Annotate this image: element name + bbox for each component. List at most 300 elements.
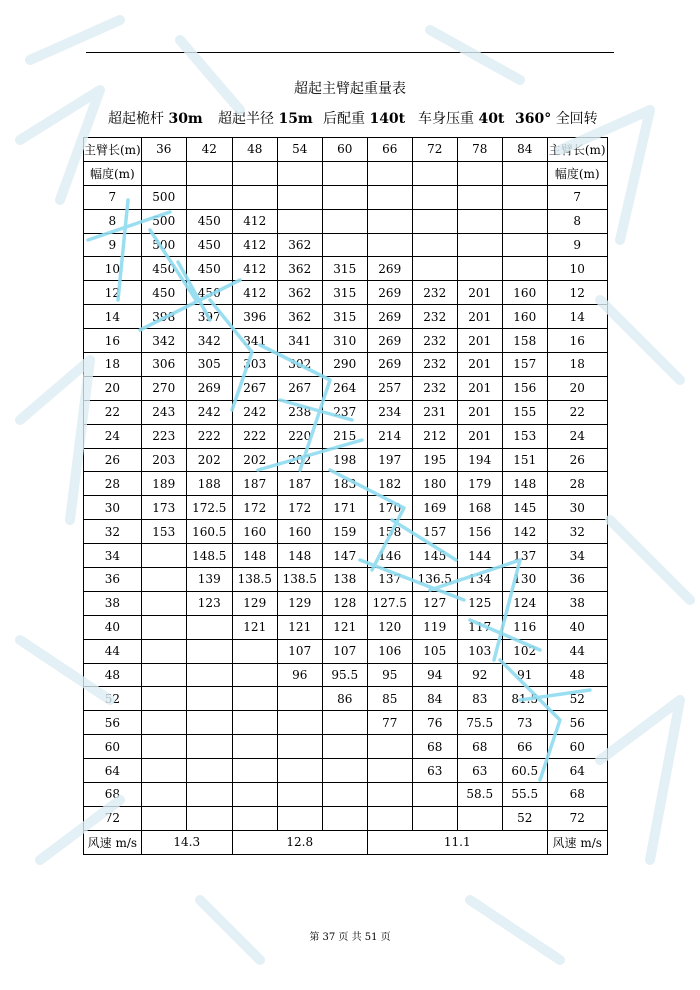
capacity-cell: 242 <box>186 400 232 424</box>
capacity-cell <box>457 806 502 830</box>
capacity-cell: 222 <box>232 424 277 448</box>
wind-speed-row <box>84 830 608 854</box>
table-row <box>84 591 608 615</box>
capacity-cell: 201 <box>457 329 502 353</box>
capacity-cell: 500 <box>141 233 186 257</box>
capacity-cell <box>232 687 277 711</box>
radius-label-row <box>84 161 608 185</box>
capacity-cell: 270 <box>141 376 186 400</box>
capacity-cell: 63 <box>412 759 457 783</box>
capacity-cell: 171 <box>322 496 367 520</box>
capacity-cell <box>457 257 502 281</box>
capacity-cell <box>141 639 186 663</box>
radius-cell: 72 <box>84 806 142 830</box>
table-row <box>84 496 608 520</box>
capacity-cell <box>232 185 277 209</box>
capacity-cell: 315 <box>322 281 367 305</box>
capacity-cell: 129 <box>277 591 322 615</box>
boom-length-header: 72 <box>412 138 457 162</box>
radius-cell: 52 <box>547 687 607 711</box>
radius-cell: 8 <box>84 209 142 233</box>
capacity-cell: 202 <box>232 448 277 472</box>
capacity-cell: 128 <box>322 591 367 615</box>
capacity-cell: 127 <box>412 591 457 615</box>
radius-cell: 72 <box>547 806 607 830</box>
empty-cell <box>186 161 232 185</box>
radius-cell: 64 <box>84 759 142 783</box>
capacity-cell: 243 <box>141 400 186 424</box>
capacity-cell: 121 <box>277 615 322 639</box>
capacity-cell: 91 <box>502 663 547 687</box>
table-row <box>84 209 608 233</box>
radius-cell: 12 <box>547 281 607 305</box>
page-footer: 第 37 页 共 51 页 <box>309 932 391 943</box>
table-row <box>84 400 608 424</box>
wind-speed-value: 14.3 <box>141 830 232 854</box>
capacity-cell: 121 <box>232 615 277 639</box>
capacity-cell: 160.5 <box>186 520 232 544</box>
capacity-cell: 168 <box>457 496 502 520</box>
capacity-cell: 148 <box>232 544 277 568</box>
radius-cell: 32 <box>84 520 142 544</box>
table-row <box>84 639 608 663</box>
radius-cell: 30 <box>547 496 607 520</box>
capacity-cell: 215 <box>322 424 367 448</box>
capacity-cell: 232 <box>412 353 457 377</box>
capacity-cell: 269 <box>367 281 412 305</box>
table-row <box>84 257 608 281</box>
table-row <box>84 759 608 783</box>
table-row <box>84 711 608 735</box>
capacity-cell: 412 <box>232 257 277 281</box>
boom-length-header: 36 <box>141 138 186 162</box>
table-row <box>84 663 608 687</box>
capacity-cell: 267 <box>277 376 322 400</box>
capacity-cell: 201 <box>457 424 502 448</box>
capacity-cell: 180 <box>412 472 457 496</box>
capacity-cell: 95 <box>367 663 412 687</box>
capacity-cell: 151 <box>502 448 547 472</box>
capacity-cell: 398 <box>141 305 186 329</box>
table-row <box>84 783 608 807</box>
table-row <box>84 353 608 377</box>
capacity-cell: 106 <box>367 639 412 663</box>
capacity-cell: 77 <box>367 711 412 735</box>
table-row <box>84 305 608 329</box>
capacity-cell: 158 <box>367 520 412 544</box>
capacity-cell <box>457 185 502 209</box>
capacity-cell: 138.5 <box>232 568 277 592</box>
radius-cell: 34 <box>84 544 142 568</box>
capacity-cell <box>502 185 547 209</box>
wind-speed-label: 风速 m/s <box>84 830 142 854</box>
capacity-cell <box>186 185 232 209</box>
capacity-cell: 212 <box>412 424 457 448</box>
capacity-cell <box>232 711 277 735</box>
capacity-cell: 144 <box>457 544 502 568</box>
capacity-cell: 107 <box>322 639 367 663</box>
capacity-cell: 125 <box>457 591 502 615</box>
capacity-cell: 214 <box>367 424 412 448</box>
capacity-cell <box>141 568 186 592</box>
radius-cell: 18 <box>547 353 607 377</box>
capacity-cell: 134 <box>457 568 502 592</box>
capacity-cell: 397 <box>186 305 232 329</box>
capacity-cell: 306 <box>141 353 186 377</box>
capacity-cell <box>232 663 277 687</box>
capacity-cell: 96 <box>277 663 322 687</box>
capacity-cell: 201 <box>457 376 502 400</box>
param-mast: 超起桅杆 30m <box>108 111 203 127</box>
radius-cell: 60 <box>547 735 607 759</box>
capacity-cell: 231 <box>412 400 457 424</box>
table-row <box>84 568 608 592</box>
radius-cell: 12 <box>84 281 142 305</box>
capacity-cell <box>141 663 186 687</box>
capacity-cell: 232 <box>412 281 457 305</box>
radius-cell: 30 <box>84 496 142 520</box>
capacity-cell <box>502 209 547 233</box>
capacity-cell: 129 <box>232 591 277 615</box>
radius-cell: 36 <box>84 568 142 592</box>
table-row <box>84 329 608 353</box>
capacity-cell <box>186 639 232 663</box>
table-row <box>84 281 608 305</box>
capacity-cell <box>322 783 367 807</box>
capacity-cell: 138.5 <box>277 568 322 592</box>
capacity-cell <box>277 185 322 209</box>
capacity-cell: 342 <box>141 329 186 353</box>
capacity-cell: 157 <box>502 353 547 377</box>
capacity-cell: 60.5 <box>502 759 547 783</box>
capacity-cell <box>232 806 277 830</box>
capacity-cell: 105 <box>412 639 457 663</box>
capacity-cell <box>141 711 186 735</box>
table-row <box>84 424 608 448</box>
capacity-cell <box>186 615 232 639</box>
capacity-cell: 201 <box>457 305 502 329</box>
capacity-cell <box>322 806 367 830</box>
table-row <box>84 472 608 496</box>
capacity-cell: 148.5 <box>186 544 232 568</box>
capacity-cell <box>232 735 277 759</box>
capacity-cell: 201 <box>457 353 502 377</box>
capacity-cell: 450 <box>141 281 186 305</box>
capacity-cell <box>367 783 412 807</box>
capacity-cell <box>186 783 232 807</box>
capacity-cell: 142 <box>502 520 547 544</box>
param-slew: 360° 全回转 <box>515 111 598 127</box>
capacity-cell: 120 <box>367 615 412 639</box>
capacity-cell: 145 <box>412 544 457 568</box>
radius-cell: 10 <box>547 257 607 281</box>
capacity-cell: 450 <box>186 281 232 305</box>
capacity-cell: 202 <box>186 448 232 472</box>
radius-cell: 9 <box>84 233 142 257</box>
table-row <box>84 233 608 257</box>
radius-cell: 32 <box>547 520 607 544</box>
capacity-cell <box>367 233 412 257</box>
radius-cell: 60 <box>84 735 142 759</box>
capacity-cell: 124 <box>502 591 547 615</box>
radius-cell: 38 <box>84 591 142 615</box>
capacity-cell: 83 <box>457 687 502 711</box>
radius-cell: 40 <box>547 615 607 639</box>
capacity-cell: 94 <box>412 663 457 687</box>
capacity-cell: 222 <box>186 424 232 448</box>
capacity-cell: 153 <box>141 520 186 544</box>
radius-cell: 26 <box>84 448 142 472</box>
boom-length-label: 主臂长(m) <box>547 138 607 162</box>
capacity-cell: 172.5 <box>186 496 232 520</box>
radius-label: 幅度(m) <box>84 161 142 185</box>
capacity-cell: 58.5 <box>457 783 502 807</box>
capacity-cell: 315 <box>322 305 367 329</box>
radius-cell: 36 <box>547 568 607 592</box>
capacity-cell: 362 <box>277 281 322 305</box>
radius-cell: 16 <box>547 329 607 353</box>
capacity-cell <box>232 639 277 663</box>
capacity-cell: 84 <box>412 687 457 711</box>
capacity-cell <box>277 209 322 233</box>
capacity-cell: 305 <box>186 353 232 377</box>
capacity-cell: 232 <box>412 329 457 353</box>
capacity-cell <box>277 735 322 759</box>
radius-cell: 56 <box>547 711 607 735</box>
boom-length-row <box>84 138 608 162</box>
capacity-cell: 223 <box>141 424 186 448</box>
radius-label: 幅度(m) <box>547 161 607 185</box>
capacity-cell: 201 <box>457 400 502 424</box>
capacity-cell: 130 <box>502 568 547 592</box>
capacity-cell: 123 <box>186 591 232 615</box>
capacity-cell: 95.5 <box>322 663 367 687</box>
capacity-cell <box>412 209 457 233</box>
empty-cell <box>277 161 322 185</box>
capacity-cell: 396 <box>232 305 277 329</box>
capacity-cell: 242 <box>232 400 277 424</box>
capacity-cell: 201 <box>457 281 502 305</box>
capacity-cell: 234 <box>367 400 412 424</box>
capacity-cell <box>141 591 186 615</box>
capacity-cell: 269 <box>367 305 412 329</box>
capacity-cell: 303 <box>232 353 277 377</box>
capacity-cell: 156 <box>502 376 547 400</box>
radius-cell: 9 <box>547 233 607 257</box>
capacity-cell: 188 <box>186 472 232 496</box>
radius-cell: 56 <box>84 711 142 735</box>
capacity-cell: 68 <box>412 735 457 759</box>
capacity-cell: 160 <box>277 520 322 544</box>
radius-cell: 18 <box>84 353 142 377</box>
capacity-cell <box>412 783 457 807</box>
capacity-cell: 500 <box>141 185 186 209</box>
capacity-cell: 75.5 <box>457 711 502 735</box>
capacity-cell: 102 <box>502 639 547 663</box>
capacity-cell: 73 <box>502 711 547 735</box>
capacity-cell: 450 <box>186 257 232 281</box>
capacity-cell <box>232 783 277 807</box>
boom-length-header: 66 <box>367 138 412 162</box>
capacity-cell <box>412 806 457 830</box>
capacity-cell: 197 <box>367 448 412 472</box>
param-radius: 超起半径 15m <box>218 111 313 127</box>
empty-cell <box>141 161 186 185</box>
capacity-cell: 81.5 <box>502 687 547 711</box>
capacity-cell: 450 <box>141 257 186 281</box>
empty-cell <box>232 161 277 185</box>
boom-length-header: 54 <box>277 138 322 162</box>
capacity-cell: 172 <box>232 496 277 520</box>
capacity-cell <box>186 735 232 759</box>
capacity-cell <box>367 185 412 209</box>
table-row <box>84 185 608 209</box>
capacity-cell: 198 <box>322 448 367 472</box>
capacity-cell: 117 <box>457 615 502 639</box>
empty-cell <box>367 161 412 185</box>
capacity-cell: 136.5 <box>412 568 457 592</box>
capacity-cell <box>141 783 186 807</box>
capacity-cell: 148 <box>502 472 547 496</box>
capacity-cell: 362 <box>277 257 322 281</box>
capacity-cell: 290 <box>322 353 367 377</box>
capacity-cell: 169 <box>412 496 457 520</box>
empty-cell <box>412 161 457 185</box>
capacity-cell: 202 <box>277 448 322 472</box>
capacity-cell: 119 <box>412 615 457 639</box>
capacity-cell: 269 <box>367 329 412 353</box>
capacity-cell <box>322 759 367 783</box>
capacity-cell <box>186 711 232 735</box>
capacity-cell: 172 <box>277 496 322 520</box>
table-row <box>84 520 608 544</box>
capacity-cell: 160 <box>502 281 547 305</box>
table-row <box>84 615 608 639</box>
capacity-cell: 341 <box>277 329 322 353</box>
empty-cell <box>502 161 547 185</box>
capacity-cell: 220 <box>277 424 322 448</box>
radius-cell: 48 <box>547 663 607 687</box>
table-row <box>84 806 608 830</box>
capacity-cell: 158 <box>502 329 547 353</box>
capacity-cell: 138 <box>322 568 367 592</box>
radius-cell: 24 <box>84 424 142 448</box>
capacity-cell <box>367 806 412 830</box>
capacity-cell: 170 <box>367 496 412 520</box>
radius-cell: 10 <box>84 257 142 281</box>
capacity-cell: 145 <box>502 496 547 520</box>
capacity-cell: 310 <box>322 329 367 353</box>
capacity-cell: 107 <box>277 639 322 663</box>
radius-cell: 7 <box>547 185 607 209</box>
capacity-cell: 189 <box>141 472 186 496</box>
capacity-cell: 182 <box>367 472 412 496</box>
capacity-cell <box>186 687 232 711</box>
param-counterweight: 后配重 140t <box>323 111 406 127</box>
boom-length-header: 84 <box>502 138 547 162</box>
capacity-cell <box>277 806 322 830</box>
capacity-cell <box>322 209 367 233</box>
radius-cell: 28 <box>547 472 607 496</box>
capacity-cell: 362 <box>277 305 322 329</box>
table-row <box>84 735 608 759</box>
capacity-cell <box>141 615 186 639</box>
capacity-cell <box>141 759 186 783</box>
capacity-cell: 315 <box>322 257 367 281</box>
boom-length-header: 60 <box>322 138 367 162</box>
capacity-cell: 63 <box>457 759 502 783</box>
capacity-cell: 52 <box>502 806 547 830</box>
radius-cell: 22 <box>84 400 142 424</box>
radius-cell: 34 <box>547 544 607 568</box>
header-rule <box>86 52 614 53</box>
capacity-cell <box>412 185 457 209</box>
capacity-cell: 187 <box>277 472 322 496</box>
capacity-cell: 127.5 <box>367 591 412 615</box>
capacity-cell: 187 <box>232 472 277 496</box>
radius-cell: 68 <box>84 783 142 807</box>
capacity-cell: 194 <box>457 448 502 472</box>
capacity-cell <box>141 544 186 568</box>
wind-speed-label: 风速 m/s <box>547 830 607 854</box>
radius-cell: 8 <box>547 209 607 233</box>
capacity-cell: 103 <box>457 639 502 663</box>
radius-cell: 22 <box>547 400 607 424</box>
capacity-cell <box>412 233 457 257</box>
capacity-cell: 157 <box>412 520 457 544</box>
capacity-cell: 412 <box>232 209 277 233</box>
empty-cell <box>322 161 367 185</box>
capacity-cell <box>141 687 186 711</box>
capacity-cell: 139 <box>186 568 232 592</box>
capacity-cell: 269 <box>367 257 412 281</box>
capacity-cell <box>141 806 186 830</box>
capacity-cell: 66 <box>502 735 547 759</box>
capacity-cell <box>186 806 232 830</box>
capacity-cell: 183 <box>322 472 367 496</box>
wind-speed-value: 12.8 <box>232 830 367 854</box>
capacity-cell <box>457 209 502 233</box>
capacity-cell <box>277 687 322 711</box>
radius-cell: 52 <box>84 687 142 711</box>
capacity-cell: 137 <box>367 568 412 592</box>
capacity-cell <box>367 759 412 783</box>
capacity-cell: 147 <box>322 544 367 568</box>
capacity-cell: 148 <box>277 544 322 568</box>
radius-cell: 40 <box>84 615 142 639</box>
capacity-cell <box>277 759 322 783</box>
param-ballast: 车身压重 40t <box>418 111 505 127</box>
capacity-cell: 238 <box>277 400 322 424</box>
radius-cell: 14 <box>84 305 142 329</box>
radius-cell: 20 <box>84 376 142 400</box>
capacity-cell: 159 <box>322 520 367 544</box>
capacity-cell: 257 <box>367 376 412 400</box>
table-row <box>84 376 608 400</box>
capacity-cell <box>457 233 502 257</box>
radius-cell: 68 <box>547 783 607 807</box>
capacity-cell: 92 <box>457 663 502 687</box>
radius-cell: 44 <box>84 639 142 663</box>
capacity-cell: 68 <box>457 735 502 759</box>
capacity-cell: 264 <box>322 376 367 400</box>
radius-cell: 26 <box>547 448 607 472</box>
radius-cell: 16 <box>84 329 142 353</box>
capacity-cell: 237 <box>322 400 367 424</box>
capacity-cell <box>141 735 186 759</box>
empty-cell <box>457 161 502 185</box>
capacity-cell: 155 <box>502 400 547 424</box>
